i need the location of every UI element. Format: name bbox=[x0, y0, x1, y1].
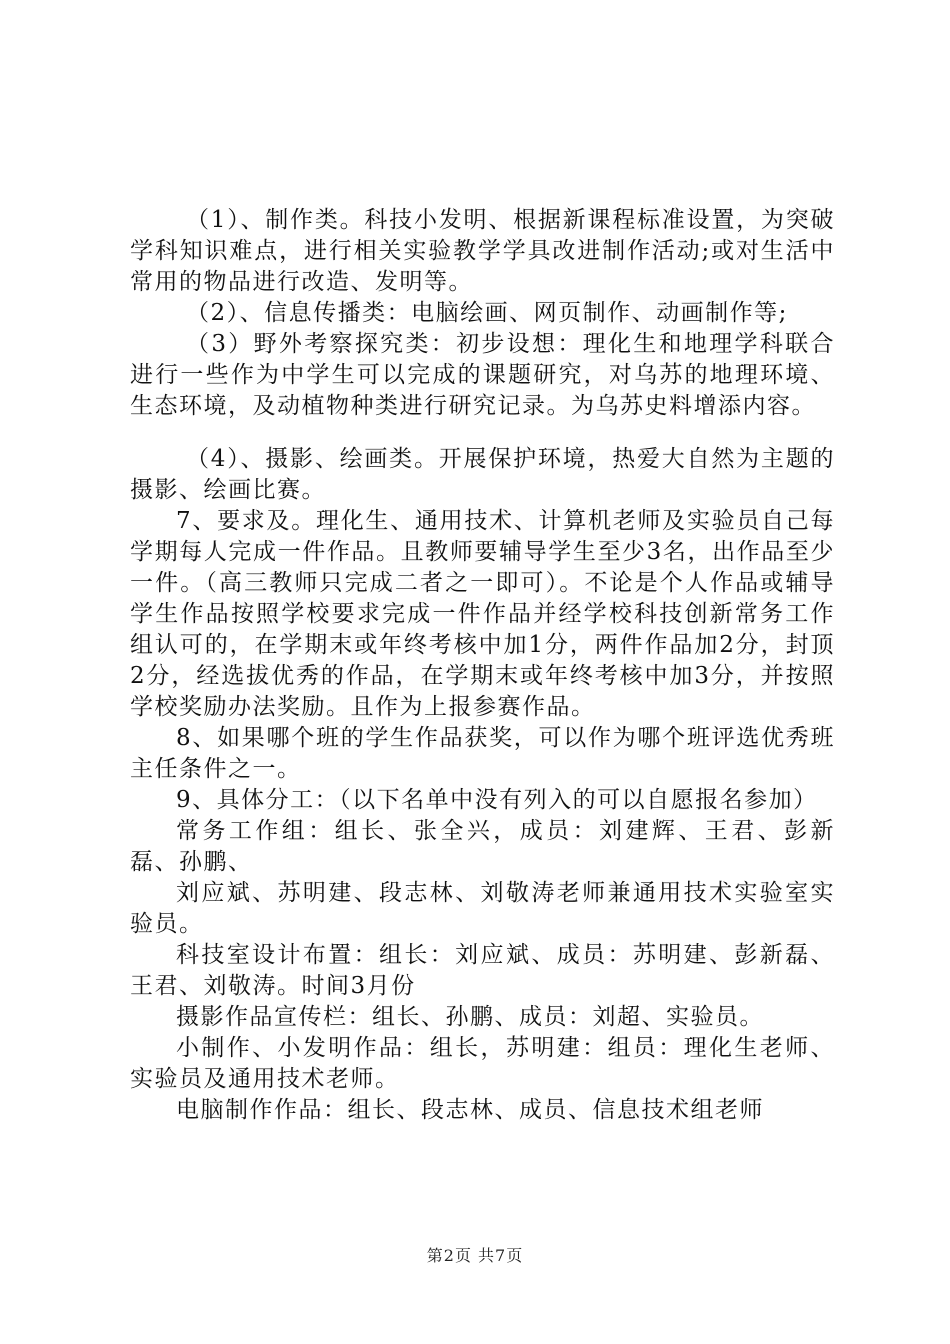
paragraph-standing-group: 常务工作组：组长、张全兴，成员：刘建辉、王君、彭新磊、孙鹏、 bbox=[130, 818, 835, 875]
paragraph-division: 9、具体分工：（以下名单中没有列入的可以自愿报名参加） bbox=[176, 787, 818, 813]
paragraph-standing-group-cont: 刘应斌、苏明建、段志林、刘敬涛老师兼通用技术实验室实验员。 bbox=[130, 880, 835, 937]
paragraph-awards: 8、如果哪个班的学生作品获奖，可以作为哪个班评选优秀班主任条件之一。 bbox=[130, 725, 835, 782]
paragraph-photography: （4）、摄影、绘画类。开展保护环境，热爱大自然为主题的摄影、绘画比赛。 bbox=[130, 446, 835, 503]
paragraph-lab-design: 科技室设计布置：组长：刘应斌、成员：苏明建、彭新磊、王君、刘敬涛。时间3月份 bbox=[130, 942, 835, 999]
paragraph-field-study: （3）野外考察探究类：初步设想：理化生和地理学科联合进行一些作为中学生可以完成的课题研究，对乌苏的地理环境、生态环境，及动植物种类进行研究记录。为乌苏史料增添内容。 bbox=[130, 331, 835, 419]
paragraph-small-inventions: 小制作、小发明作品：组长，苏明建：组员：理化生老师、实验员及通用技术老师。 bbox=[130, 1035, 835, 1092]
paragraph-computer-works: 电脑制作作品：组长、段志林、成员、信息技术组老师 bbox=[176, 1097, 764, 1123]
paragraph-information: （2）、信息传播类：电脑绘画、网页制作、动画制作等; bbox=[186, 300, 788, 326]
paragraph-photo-board: 摄影作品宣传栏：组长、孙鹏、成员：刘超、实验员。 bbox=[176, 1004, 764, 1030]
paragraph-production: （1）、制作类。科技小发明、根据新课程标准设置，为突破学科知识难点，进行相关实验教学学具改进制作活动;或对生活中常用的物品进行改造、发明等。 bbox=[130, 207, 835, 295]
page-number-footer: 第2页 共7页 bbox=[426, 1246, 524, 1265]
paragraph-requirements: 7、要求及。理化生、通用技术、计算机老师及实验员自己每学期每人完成一件作品。且教师要辅导学生至少3名，出作品至少一件。（高三教师只完成二者之一即可）。不论是个人作品或辅导学生作品按照学校要求完成一件作品并经学校科技创新常务工作组认可的，在学期末或年终考核中加1分，两件作品加2分，封顶2分，经选拔优秀的作品，在学期末或年终考核中加3分，并按照学校奖励办法奖励。且作为上报参赛作品。 bbox=[130, 508, 835, 720]
body-text bbox=[130, 205, 835, 1126]
